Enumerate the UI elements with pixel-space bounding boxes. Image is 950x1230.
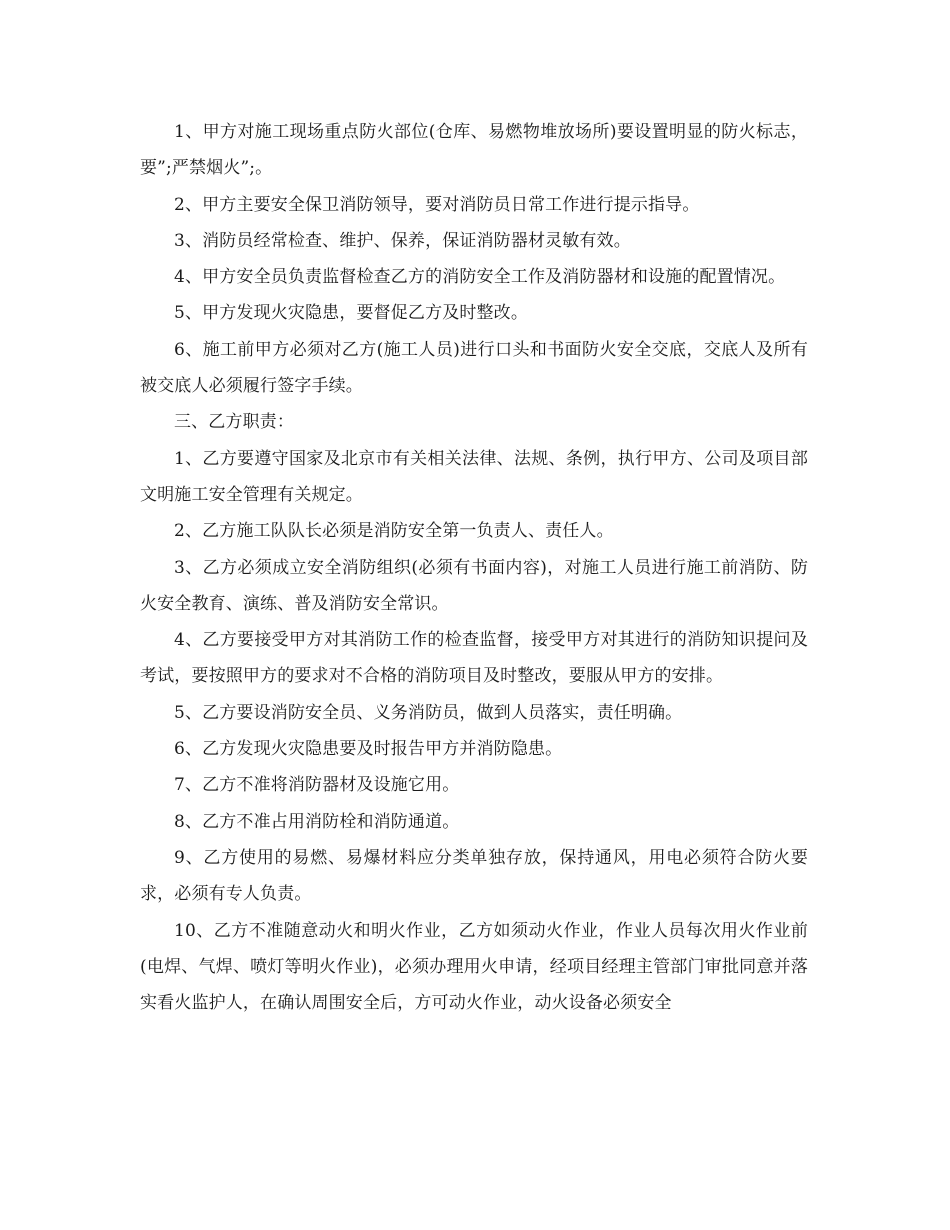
paragraph-8: 2、乙方施工队队长必须是消防安全第一负责人、责任人。	[174, 521, 614, 542]
document-body	[140, 114, 808, 1021]
paragraph-4: 4、甲方安全员负责监督检查乙方的消防安全工作及消防器材和设施的配置情况。	[174, 267, 786, 288]
paragraph-13: 7、乙方不准将消防器材及设施它用。	[174, 775, 460, 796]
paragraph-11: 5、乙方要设消防安全员、义务消防员，做到人员落实，责任明确。	[174, 702, 683, 723]
paragraph-12: 6、乙方发现火灾隐患要及时报告甲方并消防隐患。	[174, 739, 563, 760]
section-heading: 三、乙方职责：	[174, 412, 295, 433]
paragraph-3: 3、消防员经常检查、维护、保养，保证消防器材灵敏有效。	[174, 230, 631, 251]
paragraph-14: 8、乙方不准占用消防栓和消防通道。	[174, 811, 460, 832]
paragraph-10: 4、乙方要接受甲方对其消防工作的检查监督，接受甲方对其进行的消防知识提问及考试，要按照甲方的要求对不合格的消防项目及时整改，要服从甲方的安排。	[140, 630, 808, 687]
paragraph-5: 5、甲方发现火灾隐患，要督促乙方及时整改。	[174, 303, 528, 324]
paragraph-7: 1、乙方要遵守国家及北京市有关相关法律、法规、条例，执行甲方、公司及项目部文明施工安全管理有关规定。	[140, 448, 808, 505]
paragraph-15: 9、乙方使用的易燃、易爆材料应分类单独存放，保持通风，用电必须符合防火要求，必须有专人负责。	[140, 847, 808, 905]
paragraph-16: 10、乙方不准随意动火和明火作业，乙方如须动火作业，作业人员每次用火作业前(电焊、气焊、喷灯等明火作业)，必须办理用火申请，经项目经理主管部门审批同意并落实看火监护人，在确认周围安全后，方可动火作业，动火设备必须安全	[140, 920, 808, 1014]
paragraph-2: 2、甲方主要安全保卫消防领导，要对消防员日常工作进行提示指导。	[174, 194, 700, 215]
paragraph-1: 1、甲方对施工现场重点防火部位(仓库、易燃物堆放场所)要设置明显的防火标志，要”;严禁烟火”;。	[140, 122, 808, 179]
paragraph-6: 6、施工前甲方必须对乙方(施工人员)进行口头和书面防火安全交底，交底人及所有被交底人必须履行签字手续。	[140, 339, 808, 397]
paragraph-9: 3、乙方必须成立安全消防组织(必须有书面内容)，对施工人员进行施工前消防、防火安全教育、演练、普及消防安全常识。	[140, 557, 808, 614]
